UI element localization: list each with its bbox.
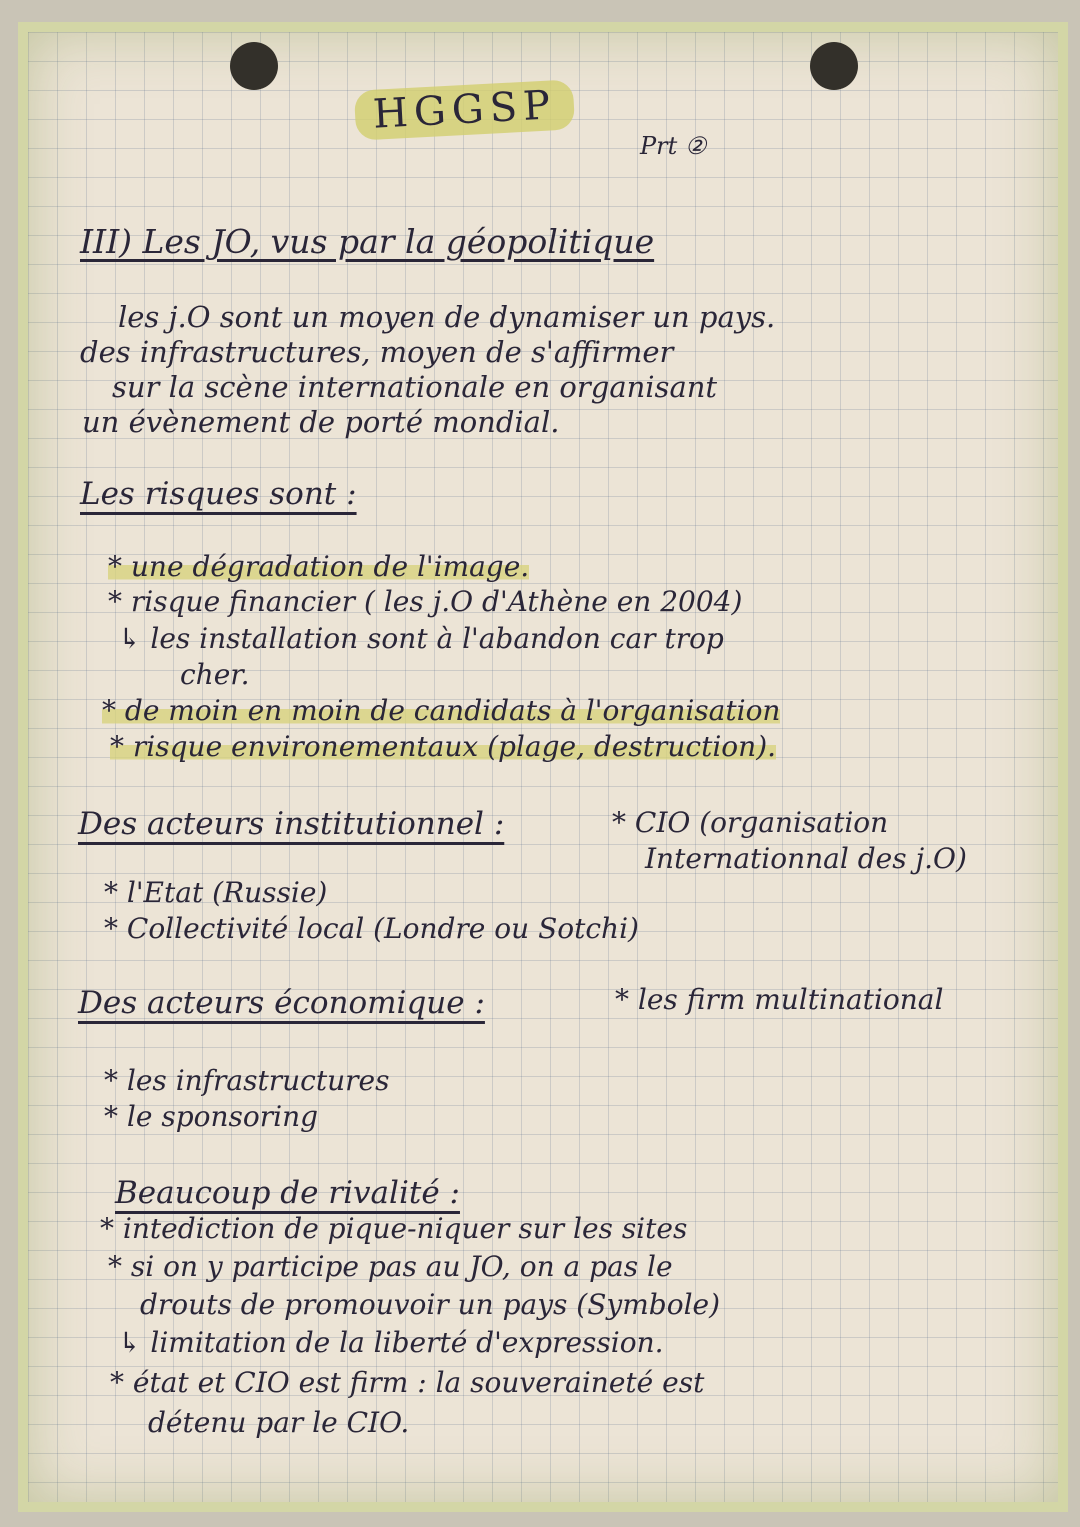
risk-item: ↳ les installation sont à l'abandon car trop bbox=[118, 622, 724, 655]
institutional-heading: Des acteurs institutionnel : bbox=[78, 806, 505, 842]
rivalry-item: * intediction de pique-niquer sur les sites bbox=[100, 1212, 688, 1245]
intro-line: un évènement de porté mondial. bbox=[82, 405, 560, 439]
title-block bbox=[355, 82, 574, 138]
risks-heading: Les risques sont : bbox=[80, 476, 357, 512]
risk-item: * de moin en moin de candidats à l'organisation bbox=[102, 694, 781, 727]
risk-item: * risque financier ( les j.O d'Athène en 2004) bbox=[108, 585, 743, 618]
intro-line: sur la scène internationale en organisant bbox=[112, 370, 718, 404]
risk-item: * une dégradation de l'image. bbox=[108, 550, 530, 583]
rivalry-item: * état et CIO est firm : la souveraineté est bbox=[110, 1366, 705, 1399]
firms-item: * les firm multinational bbox=[615, 983, 944, 1016]
risk-item: cher. bbox=[180, 658, 250, 691]
institutional-item: * Collectivité local (Londre ou Sotchi) bbox=[104, 912, 639, 945]
punch-hole-right bbox=[810, 42, 858, 90]
institutional-item: * l'Etat (Russie) bbox=[104, 876, 328, 909]
rivalry-item: détenu par le CIO. bbox=[148, 1406, 410, 1439]
rivalry-item: ↳ limitation de la liberté d'expression. bbox=[118, 1326, 664, 1359]
page-title: HGGSP bbox=[354, 79, 575, 140]
rivalry-item: * si on y participe pas au JO, on a pas le bbox=[108, 1250, 673, 1283]
intro-line: des infrastructures, moyen de s'affirmer bbox=[80, 335, 674, 369]
economic-item: * le sponsoring bbox=[104, 1100, 319, 1133]
rivalries-heading: Beaucoup de rivalité : bbox=[115, 1175, 460, 1211]
rivalry-item: drouts de promouvoir un pays (Symbole) bbox=[140, 1288, 721, 1321]
cio-item-continued: Internationnal des j.O) bbox=[645, 842, 967, 875]
section-heading: III) Les JO, vus par la géopolitique bbox=[80, 222, 655, 261]
economic-heading: Des acteurs économique : bbox=[78, 985, 485, 1021]
economic-item: * les infrastructures bbox=[104, 1064, 390, 1097]
cio-item: * CIO (organisation bbox=[612, 806, 889, 839]
risk-item: * risque environementaux (plage, destruction). bbox=[110, 730, 777, 763]
part-label: Prt ② bbox=[640, 132, 707, 160]
punch-hole-left bbox=[230, 42, 278, 90]
intro-line: les j.O sont un moyen de dynamiser un pays. bbox=[118, 300, 776, 334]
